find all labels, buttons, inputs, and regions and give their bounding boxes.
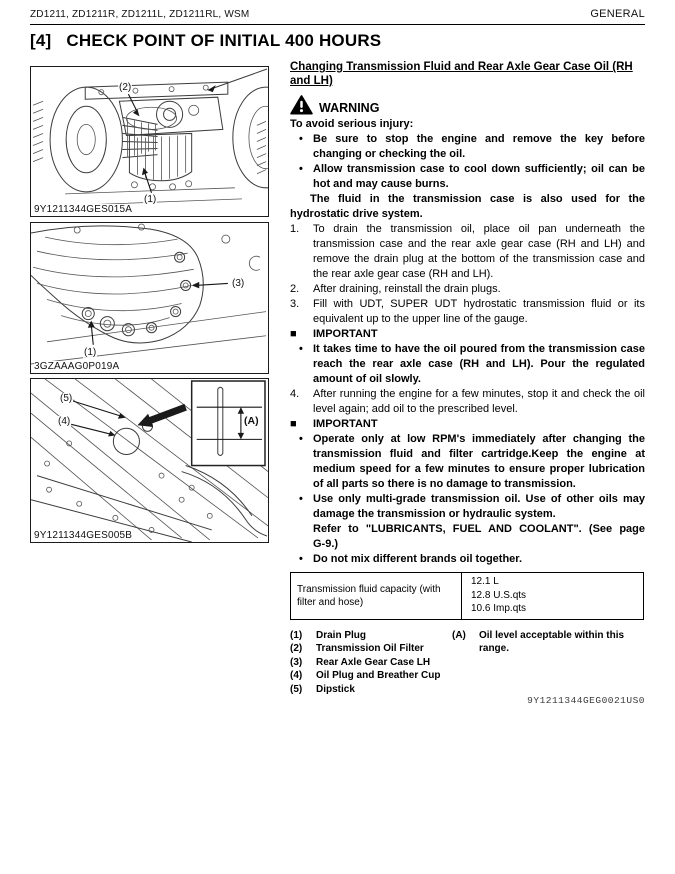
important-square-marker: ■ xyxy=(290,418,297,430)
important-header xyxy=(290,327,645,342)
important-bullet-text: Operate only at low RPM's immediately after changing the transmission fluid and filter cartridge.Keep the engine at medium speed for a few minutes to ensure proper lubrication of all parts so there is no damage to transmission. xyxy=(313,433,645,490)
legend-text: Oil Plug and Breather Cup xyxy=(316,670,441,681)
bullet-marker: • xyxy=(299,493,303,505)
step-number: 4. xyxy=(290,388,300,400)
capacity-row-label xyxy=(291,573,462,619)
important-bullet xyxy=(290,342,645,387)
legend-key: (2) xyxy=(290,643,303,654)
important-header xyxy=(290,417,645,432)
bullet-marker: • xyxy=(299,343,303,355)
legend-item xyxy=(290,656,452,670)
callout-1: (1) xyxy=(84,347,97,358)
important-square-marker: ■ xyxy=(290,328,297,340)
important-bullet xyxy=(290,432,645,492)
warning-bullet-text: Be sure to stop the engine and remove the key before changing or checking the oil. xyxy=(313,133,645,160)
legend-item xyxy=(452,629,645,656)
warning-intro: To avoid serious injury: xyxy=(290,118,414,130)
step-text: To drain the transmission oil, place oil pan underneath the transmission case and the rear axle gear case (RH and LH) and remove the drain plug at the bottom of the transmission case and the rear axle gear case (RH and LH). xyxy=(313,223,645,280)
figure-column xyxy=(30,66,269,543)
capacity-value: 12.1 L xyxy=(471,576,499,587)
legend-item xyxy=(290,669,452,683)
warning-bullet xyxy=(290,132,645,162)
reference-line-continued: G-9.) xyxy=(313,538,339,550)
hydrostatic-note: The fluid in the transmission case is also used for the hydrostatic drive system. xyxy=(290,193,645,220)
legend-numbers-column xyxy=(290,629,452,697)
page-title xyxy=(30,31,381,51)
bullet-marker: • xyxy=(299,433,303,445)
important-bullet xyxy=(290,492,645,552)
legend-text: Oil level acceptable within this range. xyxy=(479,629,625,654)
warning-header xyxy=(290,94,645,115)
legend-key: (5) xyxy=(290,683,303,695)
callout-legend xyxy=(290,629,645,697)
legend-text: Rear Axle Gear Case LH xyxy=(316,656,431,668)
figure-dipstick-location xyxy=(30,378,269,543)
capacity-values-cell xyxy=(462,573,643,619)
capacity-label-text: Transmission fluid capacity (with filter and hose) xyxy=(297,583,441,608)
step-1 xyxy=(290,222,645,282)
bullet-marker: • xyxy=(299,133,303,145)
legend-item xyxy=(290,629,452,643)
reference-line: Refer to "LUBRICANTS, FUEL AND COOLANT". (See page xyxy=(313,523,645,535)
important-label: IMPORTANT xyxy=(313,418,378,430)
legend-text: Drain Plug xyxy=(316,629,367,641)
step-4 xyxy=(290,387,645,417)
warning-icon xyxy=(290,95,313,115)
important-bullet-text: It takes time to have the oil poured from the transmission case reach the rear axle case (RH and LH). Pour the regulated amount of oil slowly. xyxy=(313,343,645,385)
step-number: 2. xyxy=(290,283,300,295)
step-text: After running the engine for a few minutes, stop it and check the oil level again; add oil to the prescribed level. xyxy=(313,388,645,415)
legend-text: Transmission Oil Filter xyxy=(316,643,424,654)
page-title-number: [4] xyxy=(30,31,52,50)
step-text: Fill with UDT, SUPER UDT hydrostatic transmission fluid or its equivalent up to the upper line of the gauge. xyxy=(313,298,645,325)
step-3 xyxy=(290,297,645,327)
important-bullet xyxy=(290,552,645,567)
figure-rear-axle-gear-case xyxy=(30,222,269,374)
legend-item xyxy=(290,642,452,656)
important-bullet-text: Use only multi-grade transmission oil. Use of other oils may damage the transmission or hydraulic system. xyxy=(313,493,645,520)
important-label: IMPORTANT xyxy=(313,328,378,340)
warning-bullet xyxy=(290,162,645,192)
legend-key: (3) xyxy=(290,656,303,668)
figure-1-caption: 9Y1211344GES015A xyxy=(34,204,135,215)
procedure-heading: Changing Transmission Fluid and Rear Axle Gear Case Oil (RH and LH) xyxy=(290,61,633,87)
page-title-text: CHECK POINT OF INITIAL 400 HOURS xyxy=(66,31,382,50)
callout-3: (3) xyxy=(232,278,245,289)
figure-transmission-underside xyxy=(30,66,269,217)
callout-4: (4) xyxy=(58,416,71,427)
capacity-value: 12.8 U.S.qts xyxy=(471,589,527,601)
legend-text: Dipstick xyxy=(316,683,355,695)
step-number: 1. xyxy=(290,223,300,235)
instruction-column xyxy=(290,61,645,696)
callout-2: (2) xyxy=(119,82,132,93)
step-number: 3. xyxy=(290,298,300,310)
step-2 xyxy=(290,282,645,297)
legend-key: (4) xyxy=(290,670,303,681)
figure-3-caption: 9Y1211344GES005B xyxy=(34,530,135,541)
capacity-value: 10.6 Imp.qts xyxy=(471,603,527,614)
callout-5: (5) xyxy=(60,393,73,404)
important-bullet-text: Do not mix different brands oil together. xyxy=(313,553,523,565)
document-code: 9Y1211344GEG0021US0 xyxy=(527,695,645,706)
warning-bullet-text: Allow transmission case to cool down sufficiently; oil can be hot and may cause burns. xyxy=(313,163,645,190)
header-rule xyxy=(30,24,645,25)
header-model-list: ZD1211, ZD1211R, ZD1211L, ZD1211RL, WSM xyxy=(30,9,250,20)
callout-1: (1) xyxy=(144,194,157,205)
warning-label: WARNING xyxy=(319,101,380,115)
figure-2-caption: 3GZAAAG0P019A xyxy=(34,361,122,372)
step-text: After draining, reinstall the drain plugs. xyxy=(313,283,501,295)
bullet-marker: • xyxy=(299,163,303,175)
gear-case-drawing xyxy=(31,223,268,373)
legend-item xyxy=(290,683,452,697)
legend-key: (A) xyxy=(452,629,466,641)
legend-key: (1) xyxy=(290,629,303,641)
bullet-marker: • xyxy=(299,553,303,565)
header-section-label: GENERAL xyxy=(590,8,645,20)
callout-A: (A) xyxy=(244,415,259,427)
fluid-capacity-table xyxy=(290,572,644,620)
legend-letters-column xyxy=(452,629,645,697)
